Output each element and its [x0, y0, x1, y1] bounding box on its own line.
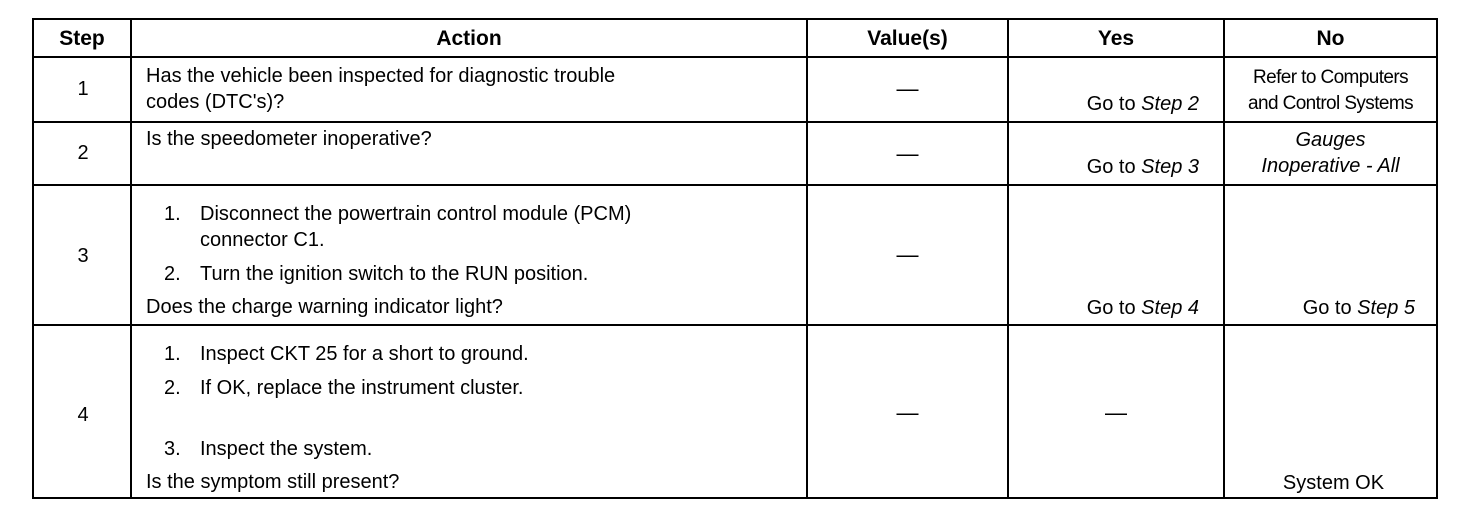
diagnostic-table	[32, 18, 1438, 499]
action-text: Disconnect the powertrain control module (PCM)	[200, 203, 632, 225]
step-link[interactable]: Step 2	[1141, 93, 1199, 115]
yes-prefix: Go to	[1086, 93, 1142, 115]
action-text: Inspect the system.	[200, 438, 373, 460]
yes-cell	[1009, 92, 1199, 117]
action-text: Has the vehicle been inspected for diagnostic trouble	[146, 65, 616, 87]
list-number: 2.	[164, 377, 181, 399]
action-text: Turn the ignition switch to the RUN position.	[200, 263, 589, 285]
header-no: No	[1316, 27, 1345, 50]
action-question: Is the symptom still present?	[146, 471, 400, 493]
value-dash: —	[896, 242, 919, 267]
list-number: 3.	[164, 438, 181, 460]
list-number: 1.	[164, 343, 181, 365]
row-divider	[34, 324, 1436, 326]
value-dash: —	[896, 400, 919, 425]
action-text: If OK, replace the instrument cluster.	[200, 377, 524, 399]
row-divider	[34, 121, 1436, 123]
header-yes: Yes	[1097, 27, 1135, 50]
action-text: Is the speedometer inoperative?	[146, 128, 432, 150]
yes-cell	[1009, 155, 1199, 180]
no-prefix: Go to	[1302, 297, 1358, 319]
no-cell: System OK	[1282, 472, 1385, 494]
list-number: 2.	[164, 263, 181, 285]
no-reference[interactable]: Refer to Computers	[1253, 67, 1408, 88]
action-text: Inspect CKT 25 for a short to ground.	[200, 343, 529, 365]
step-number: 2	[77, 142, 89, 164]
list-number: 1.	[164, 203, 181, 225]
no-reference[interactable]: Inoperative - All	[1261, 155, 1400, 177]
header-action: Action	[436, 27, 502, 50]
yes-prefix: Go to	[1086, 297, 1142, 319]
yes-dash: —	[1105, 400, 1127, 425]
no-reference[interactable]: Gauges	[1295, 129, 1366, 151]
action-question: Does the charge warning indicator light?	[146, 296, 503, 318]
step-number: 1	[77, 78, 89, 100]
value-dash: —	[896, 76, 919, 101]
yes-cell	[1009, 296, 1199, 321]
no-cell	[1225, 296, 1415, 321]
header-step: Step	[59, 27, 105, 50]
action-text: connector C1.	[200, 229, 325, 251]
header-values: Value(s)	[867, 27, 948, 50]
step-number: 4	[77, 404, 89, 426]
action-text: codes (DTC's)?	[146, 91, 285, 113]
step-link[interactable]: Step 4	[1141, 297, 1199, 319]
step-link[interactable]: Step 5	[1357, 297, 1415, 319]
no-reference[interactable]: and Control Systems	[1248, 93, 1413, 114]
value-dash: —	[896, 141, 919, 166]
step-link[interactable]: Step 3	[1141, 156, 1199, 178]
row-divider	[34, 184, 1436, 186]
step-number: 3	[77, 245, 89, 267]
yes-prefix: Go to	[1086, 156, 1142, 178]
